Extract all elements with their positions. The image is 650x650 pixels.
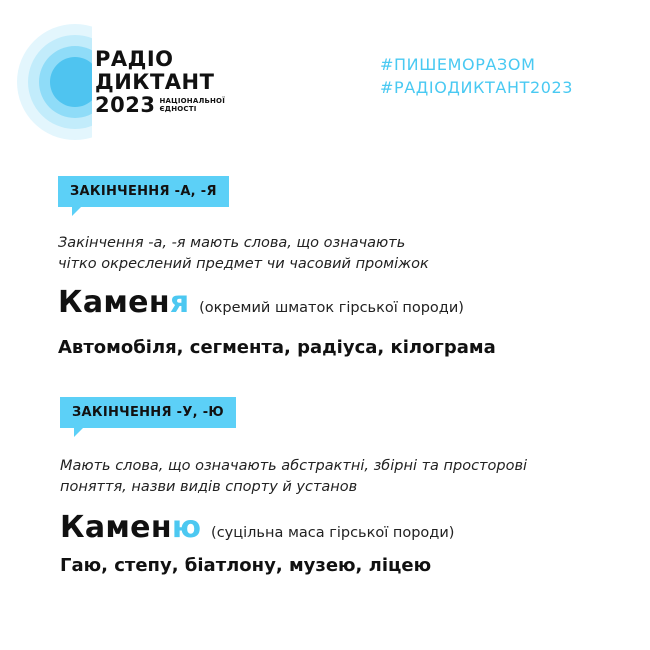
tag-tail bbox=[74, 427, 84, 437]
section-desc-1-line-1: Закінчення -а, -я мають слова, що означають bbox=[58, 235, 406, 251]
logo bbox=[95, 48, 225, 117]
hashtag-2: #РАДІОДИКТАНТ2023 bbox=[380, 78, 574, 97]
logo-year-row bbox=[95, 94, 225, 117]
example-word-2 bbox=[60, 510, 454, 545]
logo-subtitle bbox=[159, 97, 225, 113]
section-tag-2-label: ЗАКІНЧЕННЯ -У, -Ю bbox=[72, 405, 224, 420]
example-word-1-meaning: (окремий шматок гірської породи) bbox=[199, 300, 464, 316]
example-list-2: Гаю, степу, біатлону, музею, ліцею bbox=[60, 555, 432, 576]
example-word-2-meaning: (суцільна маса гірської породи) bbox=[211, 525, 455, 541]
example-word-2-stem: Камен bbox=[60, 510, 172, 545]
section-tag-1 bbox=[58, 176, 229, 207]
example-list-1: Автомобіля, сегмента, радіуса, кілограма bbox=[58, 337, 496, 358]
logo-subtitle-2: ЄДНОСТІ bbox=[159, 105, 197, 113]
example-word-1-stem: Камен bbox=[58, 285, 170, 320]
section-tag-1-label: ЗАКІНЧЕННЯ -А, -Я bbox=[70, 184, 217, 199]
section-desc-1 bbox=[58, 233, 429, 275]
section-tag-2 bbox=[60, 397, 236, 428]
section-desc-2 bbox=[60, 456, 527, 498]
example-word-2-ending: ю bbox=[171, 510, 202, 545]
logo-subtitle-1: НАЦІОНАЛЬНОЇ bbox=[159, 97, 226, 105]
logo-year: 2023 bbox=[95, 93, 156, 117]
hashtags bbox=[380, 53, 573, 99]
logo-line-2: ДИКТАНТ bbox=[95, 70, 215, 94]
example-word-1-ending: я bbox=[169, 285, 190, 320]
logo-line-1: РАДІО bbox=[95, 47, 174, 71]
hashtag-1: #ПИШЕМОРАЗОМ bbox=[380, 55, 536, 74]
section-desc-1-line-2: чітко окреслений предмет чи часовий проміжок bbox=[58, 256, 429, 272]
section-desc-2-line-2: поняття, назви видів спорту й установ bbox=[60, 479, 358, 495]
example-word-1 bbox=[58, 285, 464, 320]
section-desc-2-line-1: Мають слова, що означають абстрактні, збірні та просторові bbox=[60, 458, 528, 474]
tag-tail bbox=[72, 206, 82, 216]
